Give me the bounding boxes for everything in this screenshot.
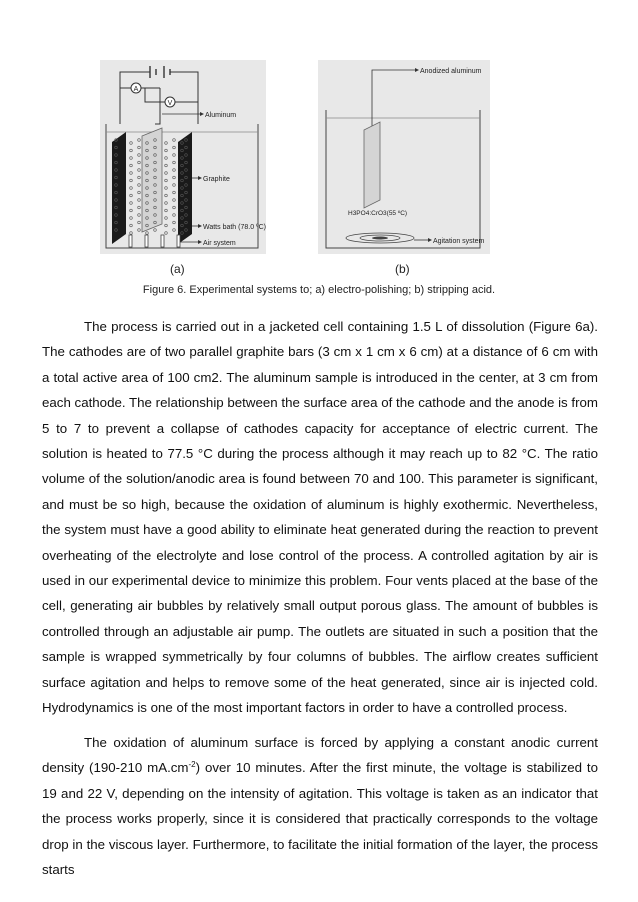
paragraph-2-text-end: ) over 10 minutes. After the first minute, the voltage is stabilized to 19 and 22 V, depending on the intensity of agitation. This voltage is taken as an indicator that the process works properly, since it is considered that practically corresponds to the voltage drop in the viscous layer. Furthermore, to facilitate the initial formation of the layer, the process starts xyxy=(42,760,598,878)
body-paragraph-1 xyxy=(42,314,598,721)
figure-caption: Figure 6. Experimental systems to; a) electro-polishing; b) stripping acid. xyxy=(142,284,496,296)
graphite-cathode-right xyxy=(178,132,192,244)
air-vent-1 xyxy=(129,235,132,247)
acid-solution-label: H3PO4:CrO3(55 ºC) xyxy=(348,210,408,217)
watts-bath-callout: Watts bath (78.0 ºC) xyxy=(203,224,266,231)
air-vent-4 xyxy=(177,235,180,247)
agitation-system-callout: Agitation system xyxy=(433,238,485,245)
air-vent-2 xyxy=(145,235,148,247)
aluminum-sample xyxy=(142,128,162,232)
panel-a-diagram xyxy=(100,60,266,254)
air-vent-3 xyxy=(161,235,164,247)
anodized-aluminum-callout: Anodized aluminum xyxy=(420,68,482,75)
graphite-callout: Graphite xyxy=(203,176,230,183)
figure-6 xyxy=(0,52,638,302)
graphite-cathode-left xyxy=(112,132,126,244)
panel-b-background xyxy=(318,60,490,254)
panel-a-label: (a) xyxy=(170,262,185,276)
paragraph-2-text-start: The oxidation of aluminum surface is forced by applying a constant anodic current density (190-210 mA.cm xyxy=(42,735,598,776)
voltmeter-label: V xyxy=(167,100,173,107)
agitator-stir-bar xyxy=(372,237,388,240)
anodized-aluminum-sample xyxy=(364,122,380,208)
air-system-callout: Air system xyxy=(203,240,236,247)
current-density-exponent: -2 xyxy=(188,760,196,770)
body-paragraph-2 xyxy=(42,730,598,882)
panel-b-diagram xyxy=(318,60,490,254)
panel-b-label: (b) xyxy=(395,262,410,276)
figure-6-diagram xyxy=(0,52,638,302)
paragraph-1-text: The process is carried out in a jacketed cell containing 1.5 L of dissolution (Figure 6a). The cathodes are of two parallel graphite bars (3 cm x 1 cm x 6 cm) at a distance of 6 cm with a total active area of 100 cm2. The aluminum sample is introduced in the center, at 3 cm from each cathode. The relationship between the surface area of the cathode and the anode is from 5 to 7 to prevent a collapse of cathodes capacity for acceptance of electric current. The solution is heated to 77.5 °C during the process although it may reach up to 82 °C. The ratio volume of the solution/anodic area is found between 70 and 100. This parameter is significant, and must be so high, because the oxidation of aluminum is highly exothermic. Nevertheless, the system must have a good ability to eliminate heat generated during the reaction to prevent overheating of the electrolyte and lose control of the process. A controlled agitation by air is used in our experimental device to minimize this problem. Four vents placed at the base of the cell, generating air bubbles by relatively small output porous glass. The amount of bubbles is controlled through an adjustable air pump. The outlets are situated in such a position that the sample is wrapped symmetrically by four columns of bubbles. The airflow creates sufficient surface agitation and helps to remove some of the heat generated, since air is injected cold. Hydrodynamics is one of the most important factors in order to have a controlled process. xyxy=(42,319,598,716)
aluminum-callout: Aluminum xyxy=(205,112,237,119)
ammeter-label: A xyxy=(133,86,139,93)
